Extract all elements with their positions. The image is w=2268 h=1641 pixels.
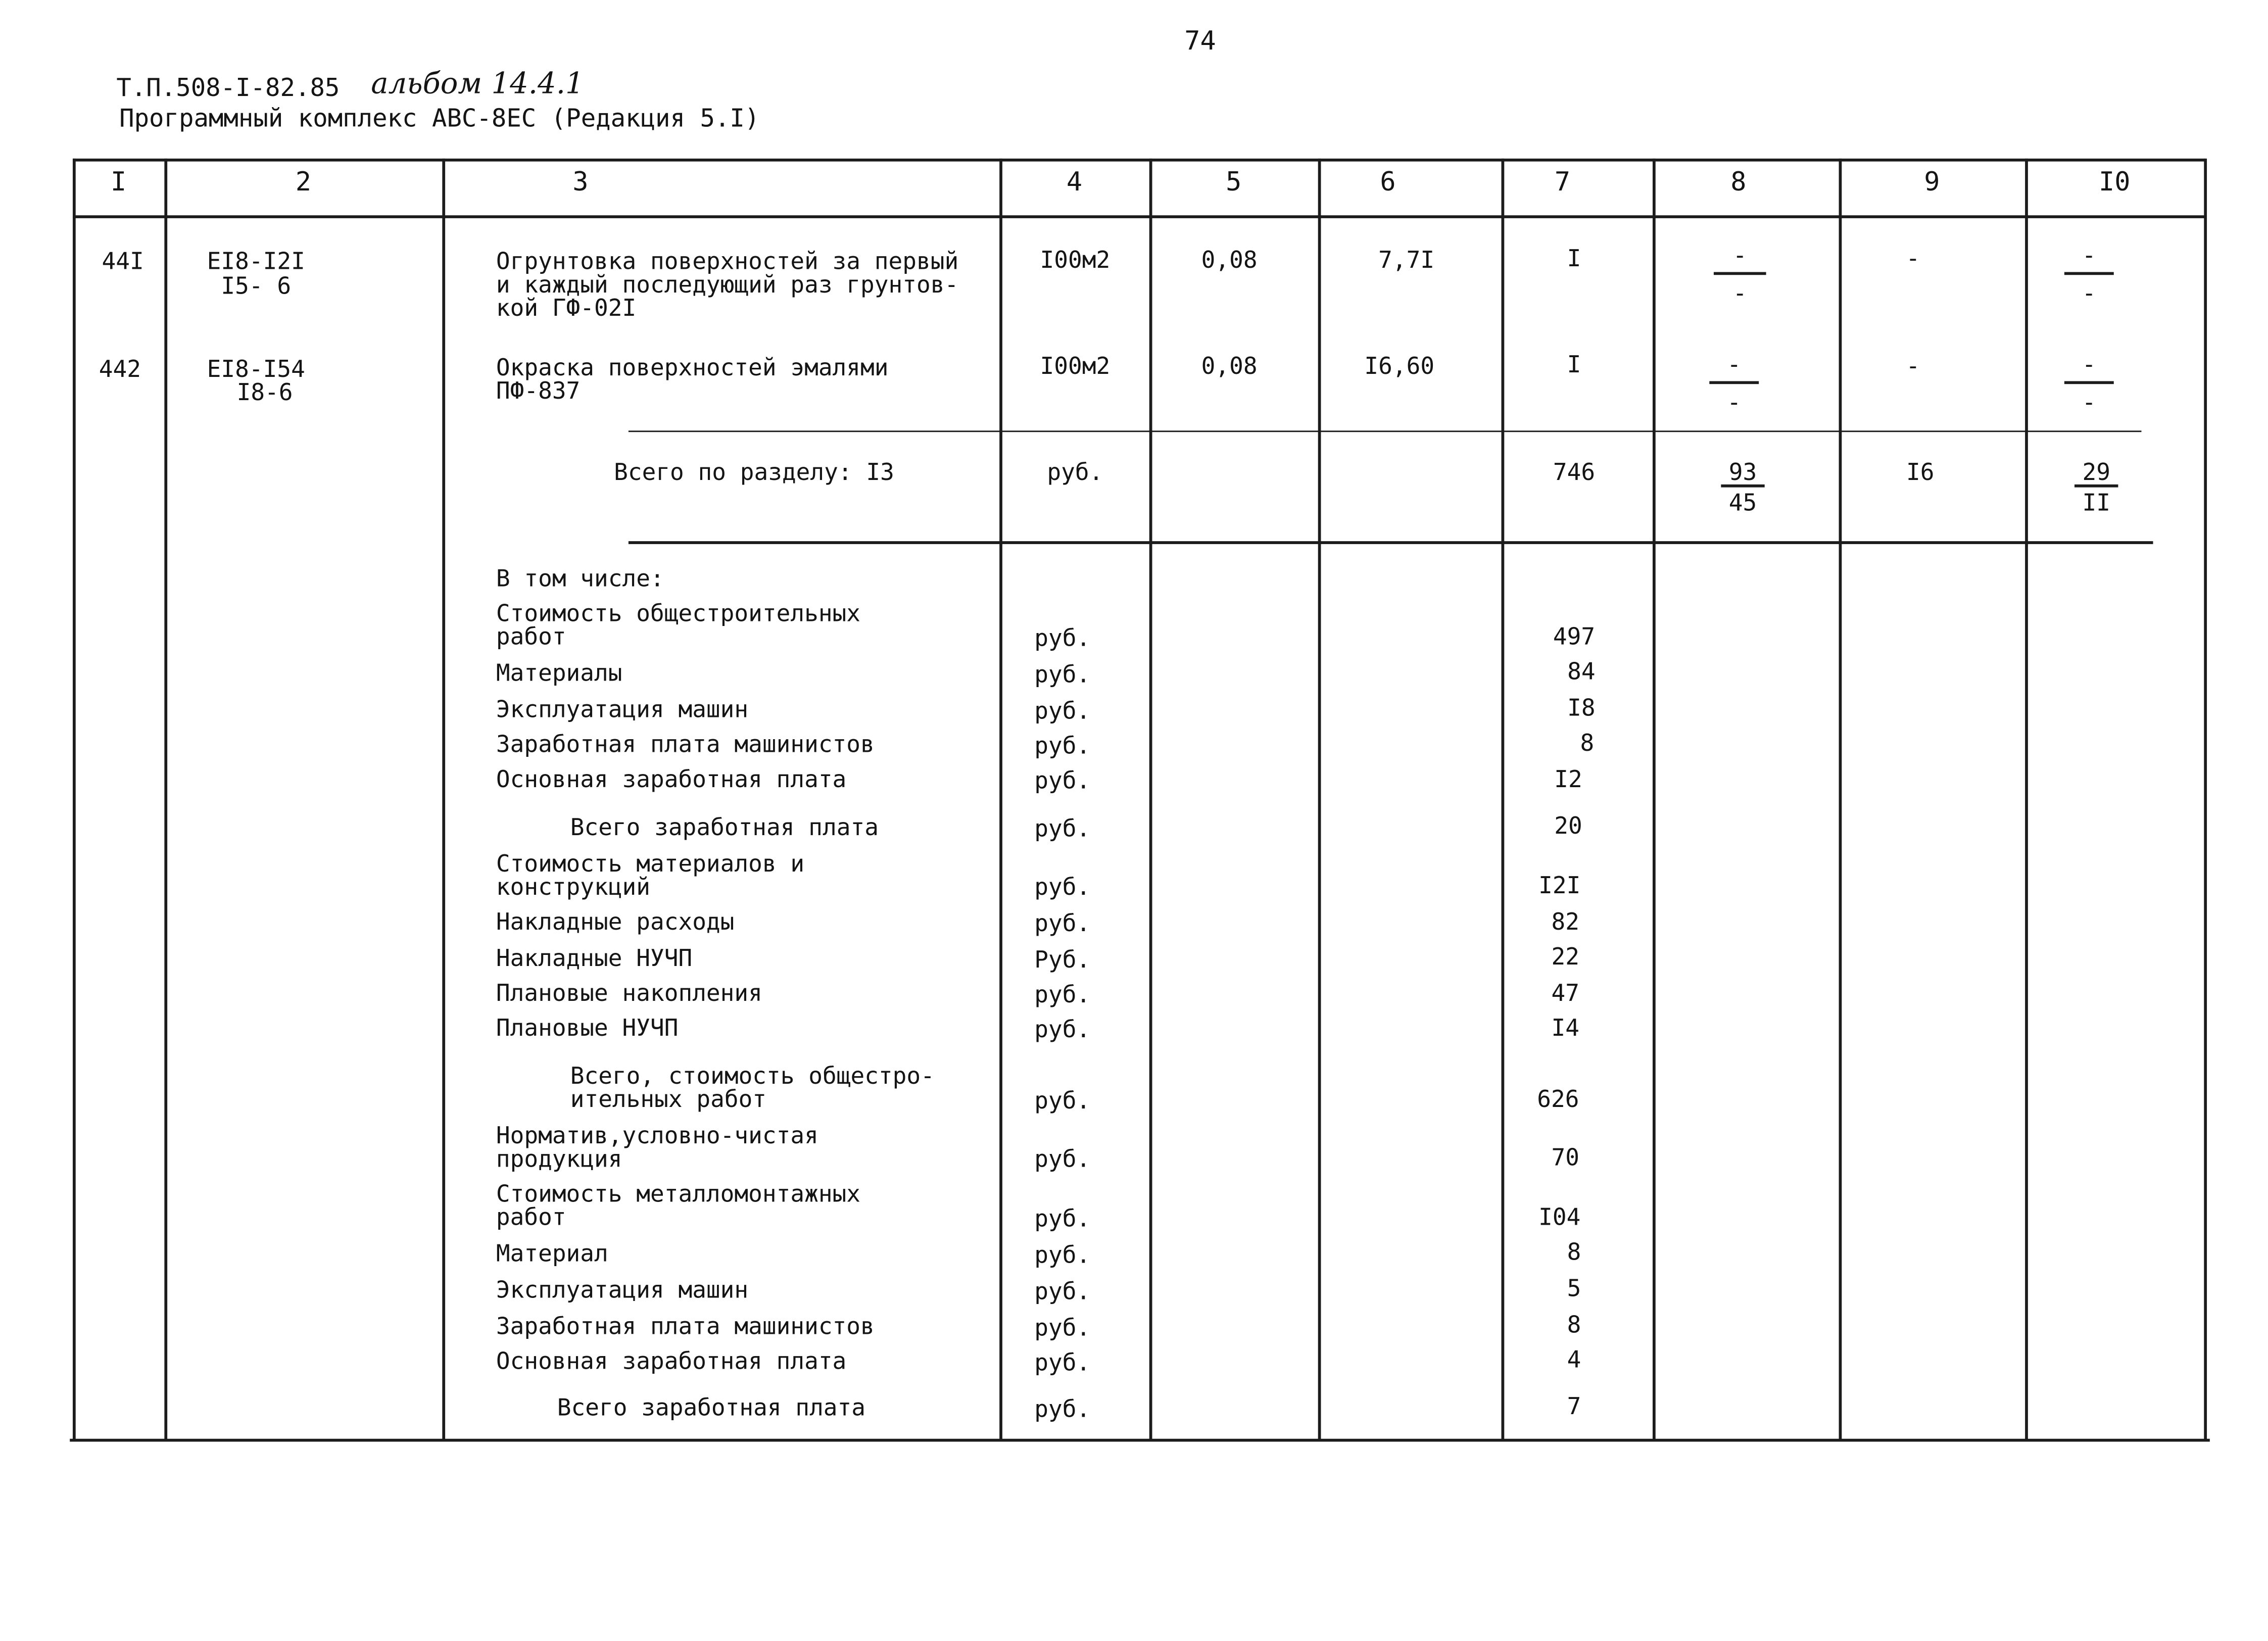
breakdown-label: Всего заработная плата: [557, 1393, 866, 1422]
breakdown-value: 626: [1537, 1085, 1579, 1113]
item-number: 442: [99, 355, 141, 383]
breakdown-value: 8: [1567, 1311, 1581, 1339]
breakdown-value: 84: [1567, 657, 1596, 686]
breakdown-value: 47: [1551, 979, 1579, 1007]
column-header: 2: [295, 167, 311, 198]
section-total-top-rule: [629, 430, 2142, 432]
fraction-bar: [1714, 272, 1766, 275]
column-header: 8: [1730, 167, 1747, 198]
column-divider: [999, 159, 1002, 1440]
item-c10-fraction: [2056, 350, 2122, 416]
item-number: 44I: [102, 247, 144, 275]
breakdown-unit: руб.: [1034, 873, 1091, 901]
section-total-unit: руб.: [1047, 458, 1103, 486]
breakdown-value: I04: [1538, 1203, 1581, 1231]
fraction-bar: [2064, 272, 2114, 275]
fraction-top: -: [1727, 350, 1742, 378]
breakdown-unit: Руб.: [1034, 945, 1091, 974]
breakdown-value: 20: [1554, 811, 1582, 840]
breakdown-unit: руб.: [1034, 697, 1091, 725]
fraction-bar: [1709, 381, 1759, 384]
breakdown-value: I2I: [1538, 871, 1581, 899]
breakdown-unit: руб.: [1034, 1348, 1091, 1376]
column-header: 9: [1924, 167, 1940, 198]
table-bottom-border: [70, 1439, 2210, 1442]
item-unit: I00м2: [1040, 246, 1111, 274]
breakdown-unit: руб.: [1034, 1314, 1091, 1341]
column-divider: [1502, 159, 1505, 1440]
item-c9: -: [1906, 244, 1920, 272]
breakdown-label: Накладные НУЧП: [496, 944, 693, 972]
column-header: 6: [1380, 167, 1396, 198]
breakdown-label: Накладные расходы: [496, 907, 735, 936]
breakdown-unit: руб.: [1034, 1277, 1091, 1305]
column-divider: [1149, 159, 1152, 1440]
item-code-sub: I8-6: [236, 378, 293, 406]
breakdown-value: 5: [1567, 1274, 1581, 1302]
page-number: 74: [1184, 26, 1216, 57]
item-quantity: 0,08: [1201, 352, 1258, 380]
handwritten-note: альбом 14.4.1: [371, 65, 584, 101]
breakdown-unit: руб.: [1034, 1145, 1091, 1173]
breakdown-unit: руб.: [1034, 1015, 1091, 1043]
fraction-bottom: -: [2082, 388, 2096, 416]
section-total-c8-fraction: [1707, 458, 1779, 517]
table-top-border: [73, 159, 2205, 162]
breakdown-value: I8: [1567, 694, 1596, 722]
column-divider: [2025, 159, 2028, 1440]
breakdown-label: продукция: [496, 1145, 622, 1173]
item-c8-fraction: [1707, 241, 1773, 307]
item-code: EI8-I2I: [207, 247, 305, 275]
section-total-bottom-rule: [629, 541, 2153, 544]
breakdown-unit: руб.: [1034, 732, 1091, 760]
breakdown-unit: руб.: [1034, 980, 1091, 1008]
breakdown-unit: руб.: [1034, 660, 1091, 688]
section-total-value: 746: [1553, 458, 1596, 486]
document-code: Т.П.508-I-82.85: [116, 74, 340, 104]
breakdown-label: Норматив,условно-чистая: [496, 1122, 818, 1149]
breakdown-value: 8: [1580, 729, 1595, 757]
column-divider: [442, 159, 445, 1440]
breakdown-label: Плановые накопления: [496, 979, 762, 1007]
item-total: I: [1567, 244, 1581, 272]
column-header: I0: [2098, 167, 2131, 198]
column-header: I: [111, 167, 127, 198]
breakdown-label: Всего, стоимость общестро-: [570, 1061, 935, 1090]
item-description-line: и каждый последующий раз грунтов-: [496, 270, 959, 299]
item-unit: I00м2: [1040, 352, 1111, 380]
item-c9: -: [1906, 352, 1920, 380]
breakdown-value: 8: [1567, 1238, 1581, 1266]
column-header: 3: [572, 167, 589, 198]
breakdown-label: Заработная плата машинистов: [496, 730, 875, 758]
breakdown-label: Стоимость материалов и: [496, 849, 805, 878]
section-total-c10-fraction: [2060, 458, 2133, 517]
column-divider: [164, 159, 167, 1440]
column-divider: [1653, 159, 1656, 1440]
breakdown-value: 22: [1551, 942, 1579, 971]
item-price: I6,60: [1364, 352, 1435, 380]
item-c10-fraction: [2056, 241, 2122, 307]
breakdown-value: I2: [1554, 765, 1582, 793]
table-left-border: [73, 159, 76, 1440]
breakdown-label: Всего заработная плата: [570, 813, 879, 841]
fraction-bottom: -: [1732, 279, 1747, 307]
breakdown-label: работ: [496, 1203, 566, 1231]
column-divider: [1318, 159, 1321, 1440]
breakdown-value: I4: [1551, 1013, 1579, 1042]
section-total-label: Всего по разделу: I3: [614, 458, 894, 486]
item-total: I: [1567, 350, 1581, 378]
column-divider: [1839, 159, 1842, 1440]
fraction-bottom: 45: [1728, 489, 1757, 517]
fraction-top: 93: [1728, 458, 1757, 486]
breakdown-label: Основная заработная плата: [496, 765, 847, 793]
column-header: 7: [1554, 167, 1571, 198]
item-description-line: кой ГФ-02I: [496, 294, 637, 322]
breakdown-label: конструкций: [496, 873, 651, 901]
breakdown-value: 497: [1553, 622, 1596, 651]
item-code: EI8-I54: [207, 355, 305, 383]
item-code-sub: I5- 6: [221, 272, 292, 300]
breakdown-title: В том числе:: [496, 564, 664, 592]
header-bottom-border: [73, 215, 2205, 218]
item-c8-fraction: [1701, 350, 1767, 416]
breakdown-value: 70: [1551, 1143, 1579, 1171]
breakdown-label: Основная заработная плата: [496, 1347, 847, 1375]
item-description-line: ПФ-837: [496, 376, 581, 405]
breakdown-unit: руб.: [1034, 1204, 1091, 1232]
table-right-border: [2204, 159, 2207, 1440]
breakdown-label: Стоимость металломонтажных: [496, 1180, 861, 1208]
program-title: Программный комплекс АВС-8ЕС (Редакция 5.I): [119, 105, 760, 134]
fraction-bottom: -: [1727, 388, 1742, 416]
breakdown-unit: руб.: [1034, 1395, 1091, 1423]
breakdown-unit: руб.: [1034, 624, 1091, 652]
breakdown-unit: руб.: [1034, 766, 1091, 795]
breakdown-label: Стоимость общестроительных: [496, 599, 861, 628]
item-quantity: 0,08: [1201, 246, 1258, 274]
breakdown-label: Эксплуатация машин: [496, 695, 749, 723]
breakdown-value: 4: [1567, 1345, 1581, 1374]
breakdown-label: Эксплуатация машин: [496, 1276, 749, 1304]
fraction-top: 29: [2082, 458, 2110, 486]
fraction-bottom: II: [2082, 489, 2110, 517]
breakdown-label: Плановые НУЧП: [496, 1013, 679, 1042]
breakdown-label: работ: [496, 622, 566, 651]
breakdown-label: Заработная плата машинистов: [496, 1312, 875, 1340]
fraction-top: -: [1732, 241, 1747, 269]
item-description-line: Огрунтовка поверхностей за первый: [496, 247, 959, 275]
breakdown-unit: руб.: [1034, 1086, 1091, 1115]
column-header: 5: [1226, 167, 1242, 198]
section-total-c9: I6: [1906, 458, 1935, 486]
breakdown-unit: руб.: [1034, 814, 1091, 843]
breakdown-unit: руб.: [1034, 1241, 1091, 1269]
breakdown-label: ительных работ: [570, 1085, 767, 1113]
fraction-bottom: -: [2082, 279, 2096, 307]
breakdown-label: Материалы: [496, 659, 622, 687]
item-price: 7,7I: [1378, 246, 1435, 274]
fraction-top: -: [2082, 241, 2096, 269]
breakdown-label: Материал: [496, 1239, 608, 1267]
column-header: 4: [1066, 167, 1083, 198]
breakdown-unit: руб.: [1034, 909, 1091, 937]
fraction-bar: [2064, 381, 2114, 384]
fraction-top: -: [2082, 350, 2096, 378]
item-description-line: Окраска поверхностей эмалями: [496, 353, 889, 381]
breakdown-value: 82: [1551, 907, 1579, 936]
breakdown-value: 7: [1567, 1392, 1581, 1420]
